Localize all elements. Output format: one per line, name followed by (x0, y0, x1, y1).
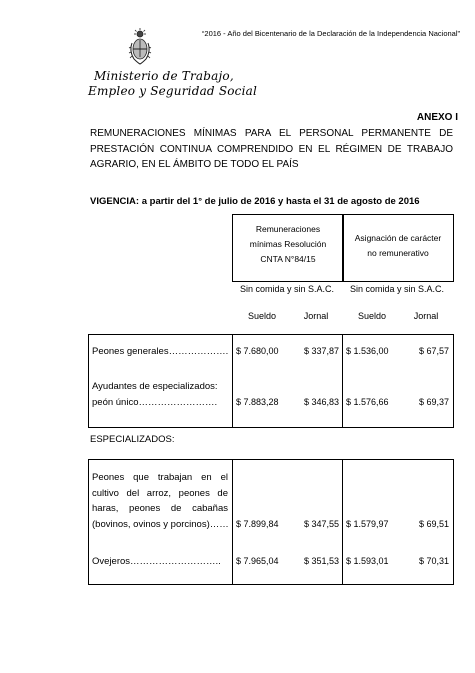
table-cell: $ 7.965,04 (236, 556, 279, 566)
header-note: “2016 - Año del Bicentenario de la Declaración de la Independencia Nacional” (201, 29, 460, 38)
col-header-jornal-1: Jornal (303, 311, 329, 321)
table-cell: $ 7.899,84 (236, 519, 279, 529)
table-cell: $ 7.883,28 (236, 397, 279, 407)
annex-title: ANEXO I (416, 112, 458, 123)
document-heading: REMUNERACIONES MÍNIMAS PARA EL PERSONAL PERMANENTE DE PRESTACIÓN CONTINUA COMPRENDIDO EN EL RÉGIMEN DE TRABAJO AGRARIO, EN EL ÁMBITO DE TODO EL PAÍS (90, 128, 453, 170)
table-row-label: Ayudantes de especializados: (92, 381, 218, 392)
table-cell: $ 347,55 (303, 519, 339, 529)
group2-header: Asignación de carácter no remunerativo (354, 233, 442, 258)
table-cell: $ 67,57 (418, 346, 449, 356)
table-cell: $ 346,83 (303, 397, 339, 407)
table-row-label: Peones generales………………. (92, 346, 229, 357)
group2-subheader: Sin comida y sin S.A.C. (349, 284, 445, 294)
table-cell: $ 1.536,00 (346, 346, 389, 356)
validity-period: VIGENCIA: a partir del 1° de julio de 2016 y hasta el 31 de agosto de 2016 (90, 196, 420, 207)
table-cell: $ 351,53 (303, 556, 339, 566)
table-cell: $ 1.579,97 (346, 519, 389, 529)
table-cell: $ 69,37 (418, 397, 449, 407)
table-cell: $ 337,87 (303, 346, 339, 356)
table-cell: $ 70,31 (418, 556, 449, 566)
ministry-line-2: Empleo y Seguridad Social (88, 84, 258, 98)
table-row-label: Ovejeros……………………….. (92, 556, 221, 567)
table-cell: $ 1.593,01 (346, 556, 389, 566)
table-row-label: Peones que trabajan en el cultivo del arroz, peones de haras, peones de cabañas (bovinos, ovinos y porcinos)…… (92, 472, 229, 530)
ministry-name (88, 69, 257, 99)
table-cell: $ 69,51 (418, 519, 449, 529)
section-label: ESPECIALIZADOS: (90, 434, 175, 445)
table-cell: $ 1.576,66 (346, 397, 389, 407)
coat-of-arms-icon (128, 27, 152, 67)
ministry-line-1: Ministerio de Trabajo, (94, 69, 234, 83)
group1-header: Remuneraciones mínimas Resolución CNTA N°84/15 (249, 224, 327, 264)
col-header-jornal-2: Jornal (413, 311, 439, 321)
table-cell: $ 7.680,00 (236, 346, 279, 356)
table-row-label: peón único……………………. (92, 397, 218, 408)
group1-subheader: Sin comida y sin S.A.C. (239, 284, 335, 294)
col-header-sueldo-1: Sueldo (247, 311, 277, 321)
col-header-sueldo-2: Sueldo (357, 311, 387, 321)
